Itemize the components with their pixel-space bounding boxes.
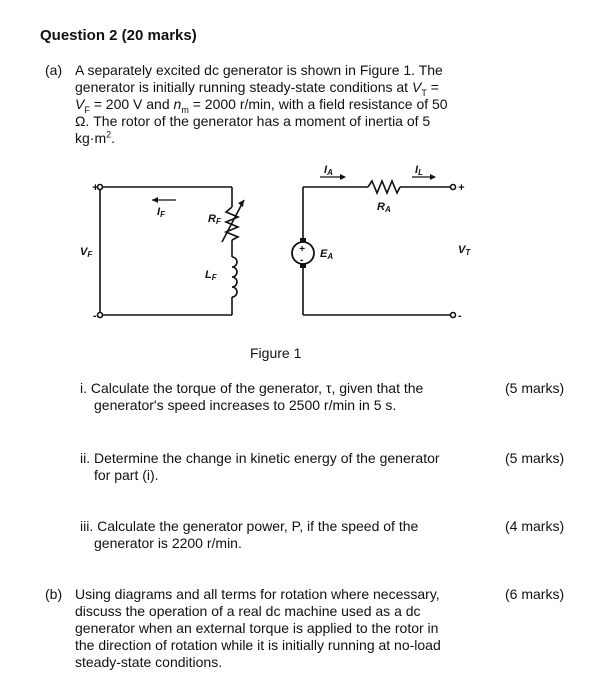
part-a-line-5: $kg\cdot m^2$.	[75, 129, 116, 146]
label-vf: VF	[80, 246, 93, 259]
sub-i-line-1: i. Calculate the torque of the generator, τ, given that the	[80, 380, 424, 396]
terminal-minus-right: -	[458, 310, 462, 322]
sub-iii-marks: (4 marks)	[505, 518, 565, 534]
label-lf: LF	[205, 269, 217, 282]
sub-ii-line-1: ii. Determine the change in kinetic energy of the generator	[80, 450, 440, 466]
part-b-line-1: Using diagrams and all terms for rotation where necessary,	[75, 586, 440, 602]
terminal-minus-left: -	[93, 310, 97, 322]
source-plus: +	[299, 244, 305, 255]
label-rf: RF	[208, 213, 221, 226]
part-b-line-3: generator when an external torque is applied to the rotor in	[75, 620, 439, 636]
sub-i-marks: (5 marks)	[505, 380, 565, 396]
label-ia: IA	[324, 164, 333, 177]
part-b-line-4: the direction of rotation while it is initially running at no-load	[75, 637, 441, 653]
sub-ii-line-2: for part (i).	[94, 467, 159, 483]
label-vt: VT	[458, 244, 471, 257]
terminal-plus-right: +	[458, 182, 465, 194]
label-il: IL	[415, 164, 423, 177]
part-a	[45, 62, 490, 152]
field-circuit	[98, 185, 245, 318]
sub-ii-marks: (5 marks)	[505, 450, 565, 466]
part-b-label: (b)	[45, 586, 63, 602]
sub-question-i	[80, 380, 490, 416]
part-b	[45, 586, 490, 676]
part-b-marks: (6 marks)	[505, 586, 565, 602]
sub-i-line-2: generator's speed increases to 2500 r/min in 5 s.	[94, 397, 397, 413]
label-ea: EA	[320, 248, 334, 261]
part-a-line-1: A separately excited dc generator is shown in Figure 1. The	[75, 62, 443, 78]
armature-circuit	[292, 174, 456, 318]
sub-question-ii	[80, 450, 490, 486]
figure-caption: Figure 1	[250, 345, 302, 361]
sub-question-iii	[80, 518, 490, 554]
sub-iii-line-1: iii. Calculate the generator power, P, if the speed of the	[80, 518, 419, 534]
label-if: IF	[157, 206, 165, 219]
source-minus: -	[300, 255, 304, 266]
question-title: Question 2 (20 marks)	[40, 27, 197, 44]
part-a-text	[75, 62, 490, 147]
sub-iii-line-2: generator is 2200 r/min.	[94, 535, 242, 551]
terminal-plus-left: +	[92, 182, 99, 194]
part-a-line-2: generator is initially running steady-state conditions at $V_T$ =	[75, 79, 439, 98]
part-b-line-2: discuss the operation of a real dc machine used as a dc	[75, 603, 421, 619]
figure-1-circuit	[0, 160, 602, 360]
part-b-text	[75, 586, 490, 671]
part-a-line-4: Ω. The rotor of the generator has a moment of inertia of 5	[75, 113, 431, 129]
label-ra: RA	[377, 201, 391, 214]
part-b-line-5: steady-state conditions.	[75, 654, 223, 670]
part-a-label: (a)	[45, 62, 63, 78]
part-a-line-3: $V_F = 200$ V and $n_m = 2000$ r/min, with a field resistance of 50	[75, 96, 448, 115]
